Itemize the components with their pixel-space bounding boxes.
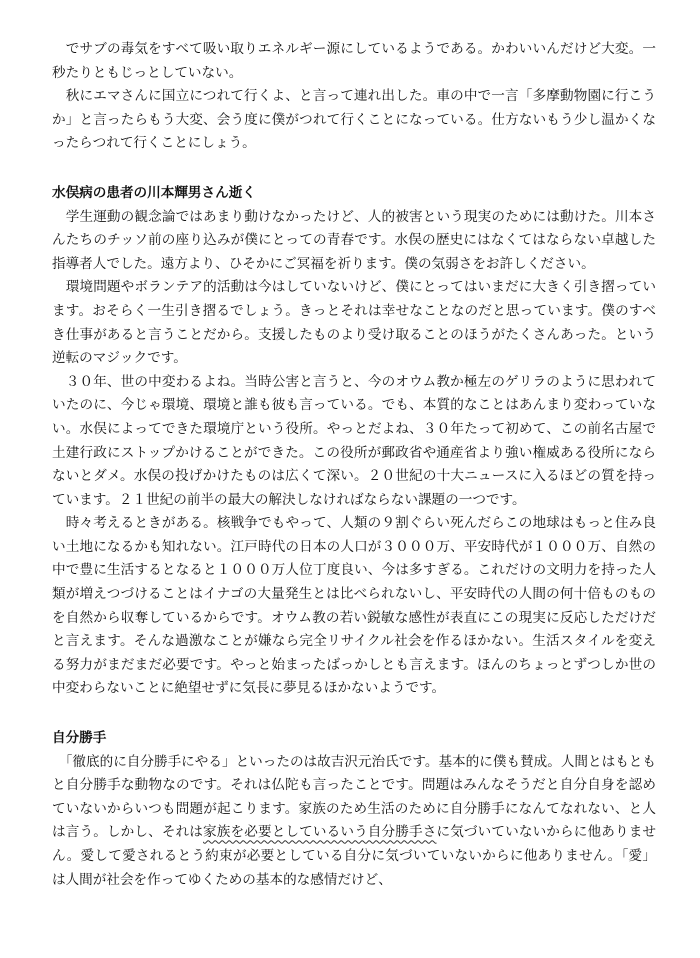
document-page xyxy=(52,38,656,892)
section-heading-minamata: 水俣病の患者の川本輝男さん逝く xyxy=(52,184,256,201)
paragraph: 秋にエマさんに国立につれて行くよ、と言って連れ出した。車の中で一言「多摩動物園に行こうか」と言ったらもう大変、会う度に僕がつれて行くことになっている。仕方ないもう少し温かくなったらつれて行くことにしょう。 xyxy=(52,88,656,152)
paragraph: 環境問題やボランテア的活動は今はしていないけど、僕にとってはいまだに大きく引き摺っています。おそらく一生引き摺るでしょう。きっとそれは幸せなことなのだと思っています。僕のすべき仕事があると言うことだから。支援したものより受け取ることのほうがたくさんあった。という逆転のマジックです。 xyxy=(52,279,656,367)
section-spacer xyxy=(52,156,656,182)
wavy-underlined-text: 家族を必要としているいう自分勝手さ xyxy=(203,824,437,841)
section-spacer xyxy=(52,701,656,727)
paragraph: 学生運動の観念論ではあまり動けなかったけど、人的被害という現実のためには動けた。川本さんたちのチッソ前の座り込みが僕にとっての青春です。水俣の歴史にはなくてはならない卓越した指導者人でした。遠方より、ひそかにご冥福を祈ります。僕の気弱さをお許しください。 xyxy=(52,208,656,272)
paragraph xyxy=(52,751,656,893)
text-run: に気づいていないからに他ありません。愛して愛されるとう約束が必要としている自分に気づいていないからに他ありません。「愛」は人間が社会を作ってゆくための基本的な感情だけど、 xyxy=(52,824,657,888)
paragraph: ３０年、世の中変わるよね。当時公害と言うと、今のオウム教か極左のゲリラのように思われていたのに、今じゃ環境、環境と誰も彼も言っている。でも、本質的なことはあんまり変わっていない。水俣によってできた環境庁という役所。やっとだよね、３０年たって初めて、この前名古屋で土建行政にストップかけることができた。この役所が郵政省や通産省より強い権威ある役所にならないとダメ。水俣の投げかけたものは広くて深い。２０世紀の十大ニュースに入るほどの質を持っています。２１世紀の前半の最大の解決しなければならない課題の一つです。 xyxy=(52,373,656,508)
paragraph: 時々考えるときがある。核戦争でもやって、人類の９割ぐらい死んだらこの地球はもっと住み良い土地になるかも知れない。江戸時代の日本の人口が３０００万、平安時代が１０００万、自然の中で豊に生活するとなると１０００万人位丁度良い、今は多すぎる。これだけの文明力を持った人類が増えつづけることはイナゴの大量発生とは比べられないし、平安時代の人間の何十倍ものものを自然から収奪しているからです。オウム教の若い鋭敏な感性が表直にこの現実に反応しただけだと言えます。そんな過激なことが嫌なら完全リサイクル社会を作るほかない。生活スタイルを変える努力がまだまだ必要です。やっと始まったばっかしとも言えます。ほんのちょっとずつしか世の中変わらないことに絶望せずに気長に夢見るほかないようです。 xyxy=(52,515,656,697)
text-run: 「徹底的に自分勝手にやる」といったのは故吉沢元治氏です。基本的に僕も賛成。人間とはもともと自分勝手な動物なのです。それは仏陀も言ったことです。問題はみんなそうだと自分自身を認めていないからいつも問題が起こります。家族のため生活のために自分勝手になんてなれない、と人は言う。しかし、それは xyxy=(52,753,656,841)
paragraph: でサブの毒気をすべて吸い取りエネルギー源にしているようである。かわいいんだけど大変。一秒たりともじっとしていない。 xyxy=(52,41,656,81)
section-heading-selfishness: 自分勝手 xyxy=(52,730,107,747)
